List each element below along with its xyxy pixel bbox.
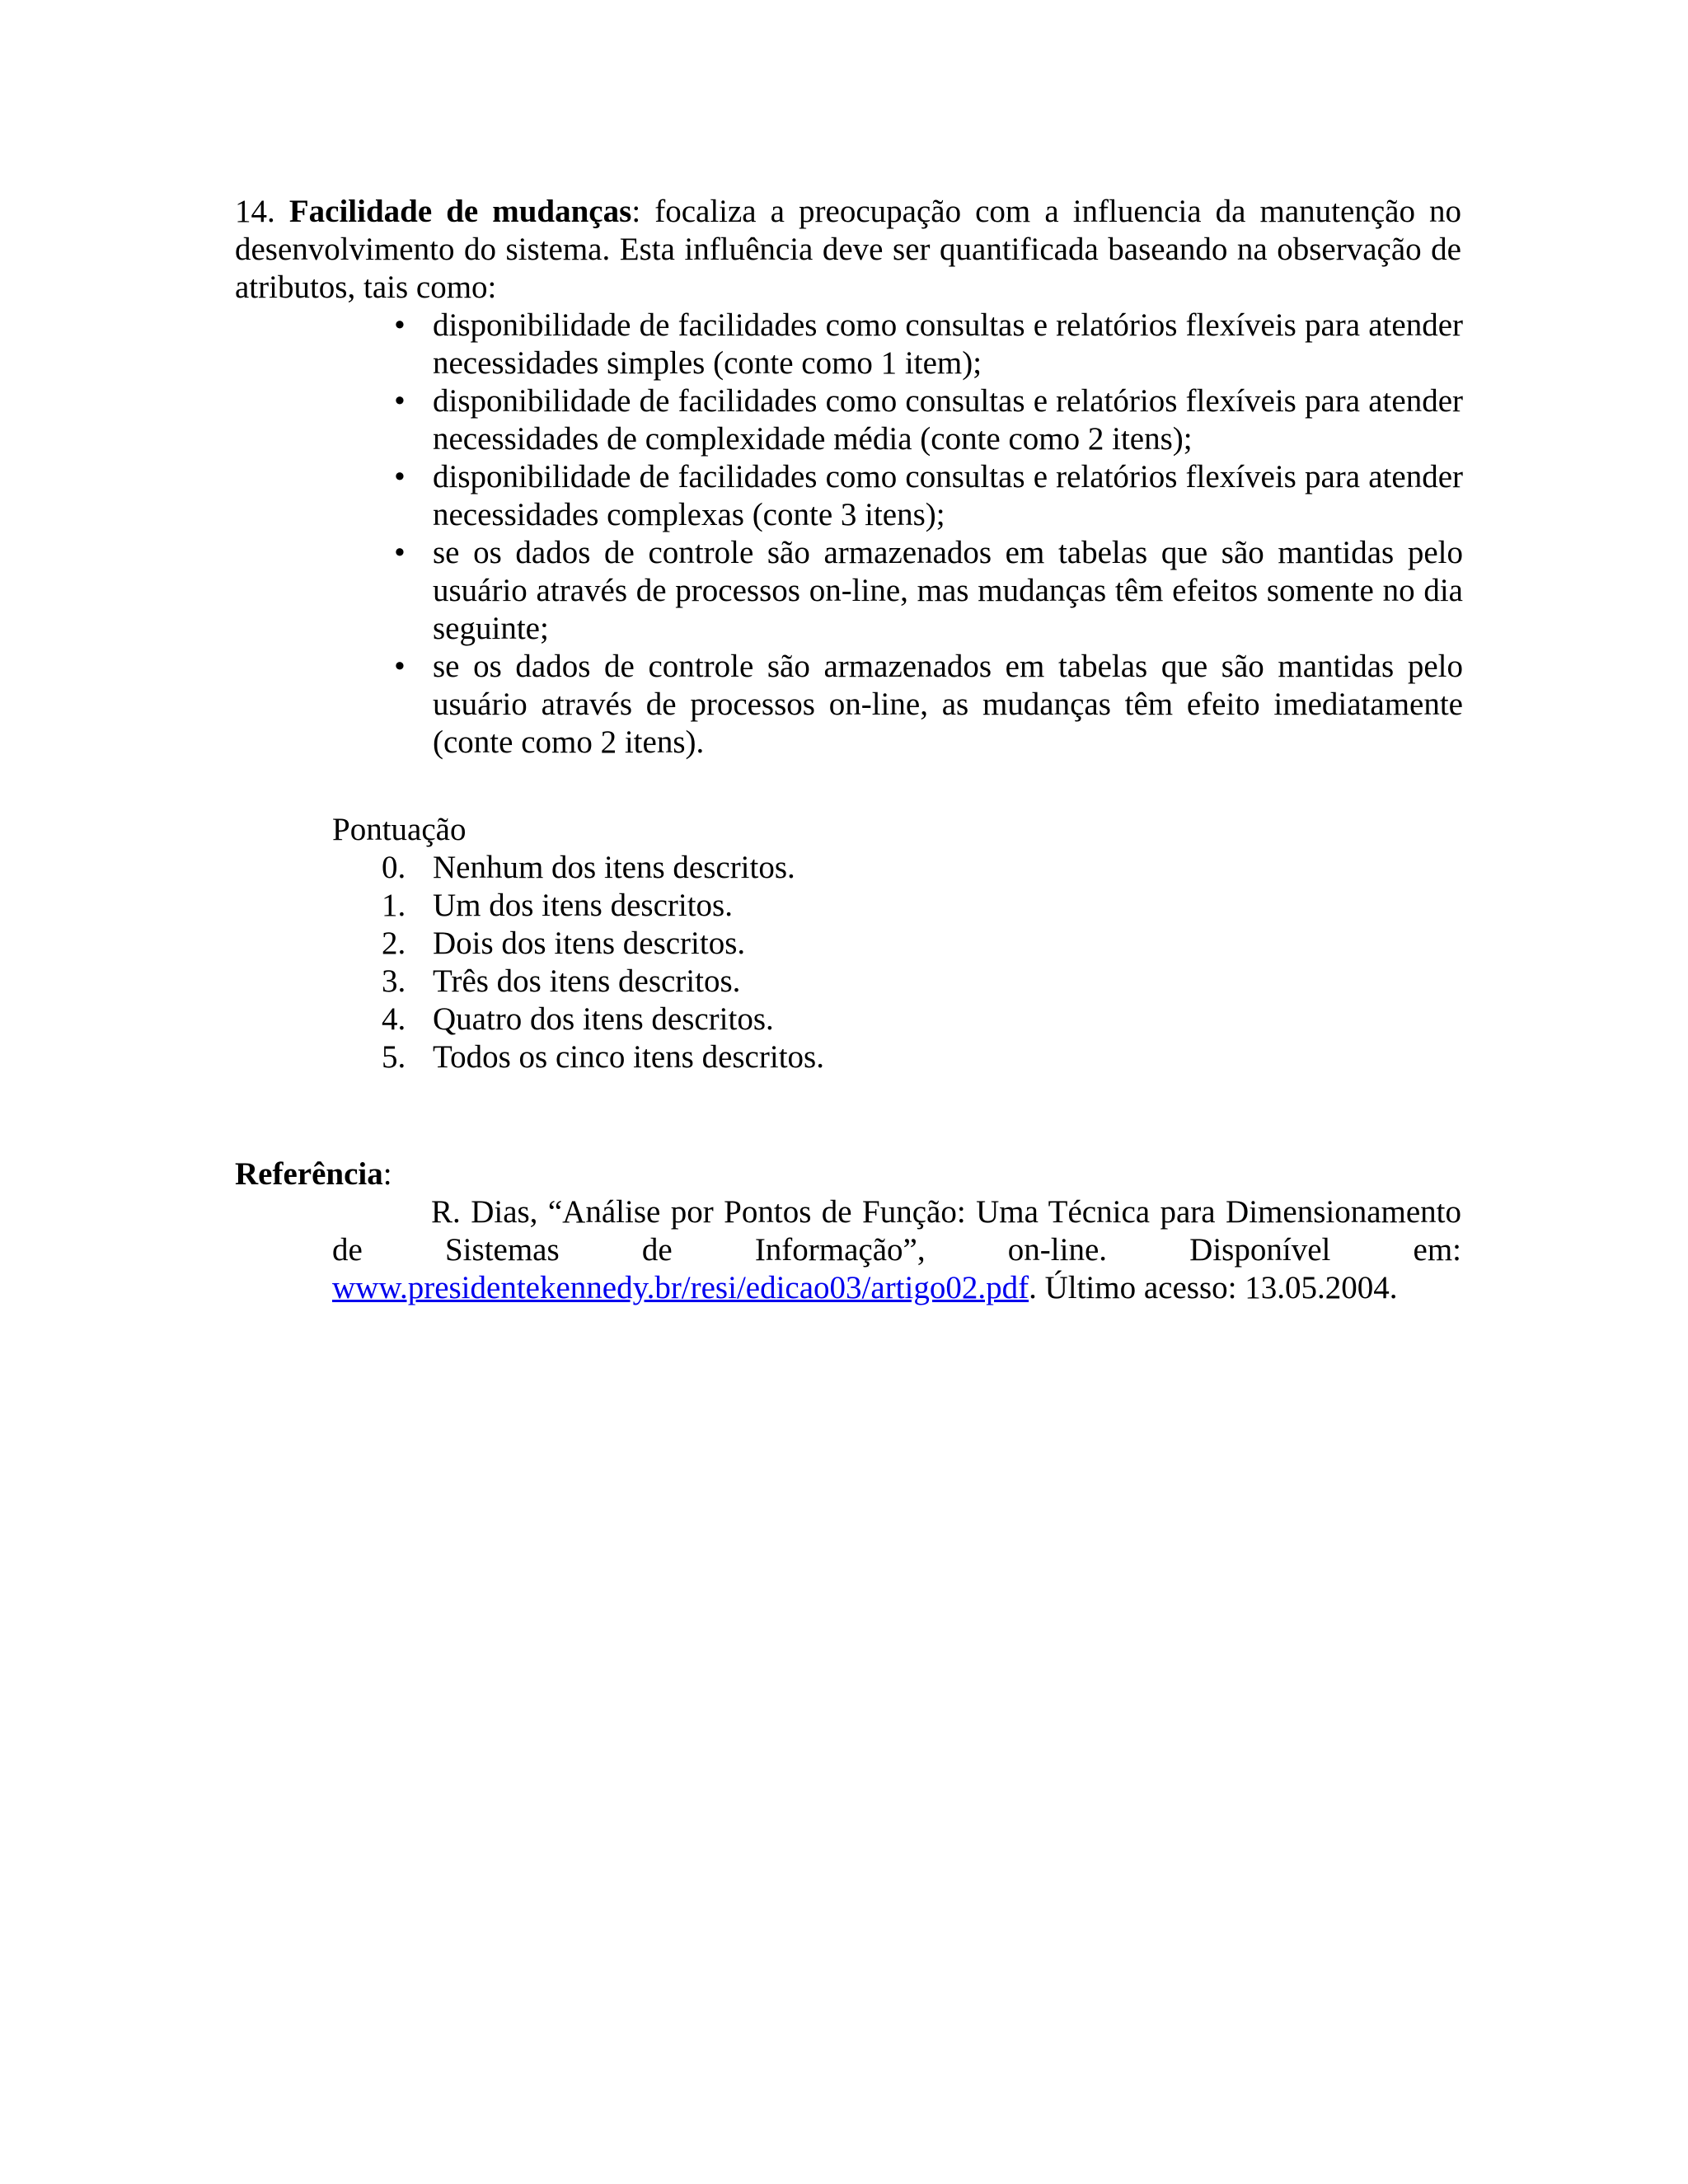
scoring-item <box>382 1001 1404 1038</box>
reference-colon: : <box>382 1156 392 1192</box>
scoring-number: 5. <box>382 1039 406 1075</box>
attribute-list <box>394 307 1463 762</box>
scoring-number: 3. <box>382 963 406 999</box>
scoring-text: Dois dos itens descritos. <box>433 926 746 961</box>
list-item <box>394 534 1463 648</box>
scoring-number: 4. <box>382 1001 406 1037</box>
intro-text: focaliza a preocupação com a influencia da manutenção no desenvolvimento do sistema. Esta influência deve ser quantificada baseando na observação de atributos, tais como: <box>235 194 1462 305</box>
reference-text: R. Dias, “Análise por Pontos de Função: Uma Técnica para Dimensionamento de Sistemas de Informação”, on-line. Disponível em: <box>332 1194 1461 1268</box>
reference-access-date: . Último acesso: 13.05.2004. <box>1029 1270 1398 1305</box>
scoring-text: Todos os cinco itens descritos. <box>433 1039 824 1075</box>
bullet-icon: • <box>394 307 406 343</box>
list-item <box>394 458 1463 534</box>
scoring-item <box>382 887 1404 925</box>
scoring-text: Quatro dos itens descritos. <box>433 1001 774 1037</box>
scoring-number: 0. <box>382 850 406 885</box>
bullet-icon: • <box>394 649 406 684</box>
list-item-text: se os dados de controle são armazenados em tabelas que são mantidas pelo usuário através de processos on-line, as mudanças têm efeito imediatamente (conte como 2 itens). <box>433 649 1463 760</box>
scoring-item <box>382 1038 1404 1076</box>
scoring-item <box>382 925 1404 963</box>
section-number: 14. <box>235 194 275 229</box>
list-item <box>394 648 1463 762</box>
scoring-item <box>382 963 1404 1001</box>
scoring-text: Um dos itens descritos. <box>433 888 733 923</box>
section-intro <box>235 193 1461 307</box>
bullet-icon: • <box>394 535 406 570</box>
scoring-number: 2. <box>382 926 406 961</box>
bullet-icon: • <box>394 383 406 419</box>
reference-link[interactable]: www.presidentekennedy.br/resi/edicao03/artigo02.pdf <box>332 1270 1029 1305</box>
reference-body <box>332 1193 1461 1307</box>
section-title: Facilidade de mudanças <box>288 194 632 229</box>
scoring-text: Três dos itens descritos. <box>433 963 741 999</box>
list-item-text: disponibilidade de facilidades como consultas e relatórios flexíveis para atender necessidades de complexidade média (conte como 2 itens); <box>433 383 1463 457</box>
list-item <box>394 307 1463 382</box>
scoring-item <box>382 849 1404 887</box>
list-item-text: se os dados de controle são armazenados em tabelas que são mantidas pelo usuário através de processos on-line, mas mudanças têm efeitos somente no dia seguinte; <box>433 535 1463 646</box>
section-14 <box>235 193 1461 762</box>
list-item-text: disponibilidade de facilidades como consultas e relatórios flexíveis para atender necessidades complexas (conte 3 itens); <box>433 459 1463 532</box>
bullet-icon: • <box>394 459 406 494</box>
title-colon: : <box>631 194 641 229</box>
reference-label: Referência <box>235 1156 383 1192</box>
scoring-text: Nenhum dos itens descritos. <box>433 850 795 885</box>
list-item-text: disponibilidade de facilidades como consultas e relatórios flexíveis para atender necessidades simples (conte como 1 item); <box>433 307 1463 381</box>
scoring-block <box>332 811 1404 1076</box>
reference-heading <box>235 1155 392 1193</box>
list-item <box>394 382 1463 458</box>
scoring-title: Pontuação <box>332 812 467 847</box>
scoring-list <box>382 849 1404 1076</box>
scoring-number: 1. <box>382 888 406 923</box>
